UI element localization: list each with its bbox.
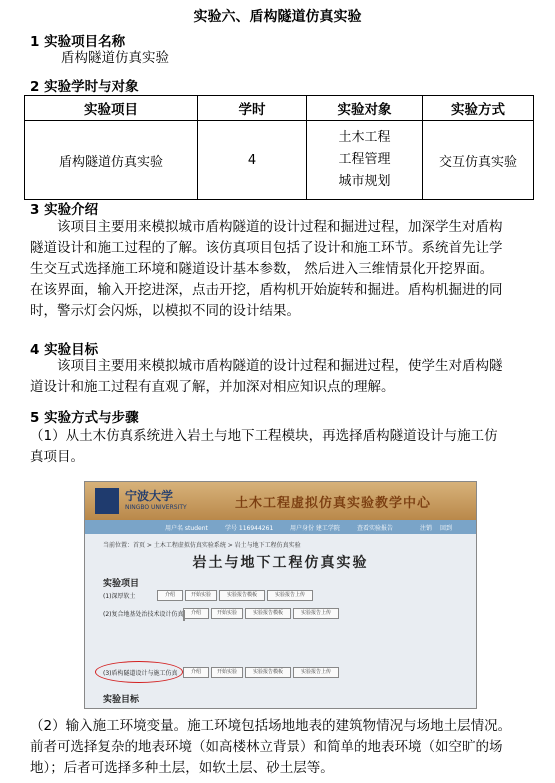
- goal-heading: 实验目标: [103, 695, 140, 705]
- table-cell-mode: 交互仿真实验: [423, 121, 534, 200]
- object-item: 城市规划: [338, 174, 391, 189]
- paragraph-line: 地）；后者可选择多种土层，如软土层、砂土层等。: [30, 760, 334, 776]
- paragraph-line: 时，警示灯会闪烁，以模拟不同的设计结果。: [30, 303, 300, 319]
- course-table: [24, 95, 534, 200]
- user-id: 学号 116944261: [225, 525, 274, 532]
- center-banner: 土木工程虚拟仿真实验教学中心: [235, 496, 432, 511]
- intro-button[interactable]: 介绍: [157, 590, 183, 601]
- table-cell-hours: 4: [198, 121, 307, 200]
- object-item: 工程管理: [338, 152, 391, 167]
- projects-heading: 实验项目: [103, 579, 140, 589]
- screenshot-body: [85, 534, 476, 708]
- paragraph-line: 该项目主要用来模拟城市盾构隧道的设计过程和掘进过程，加深学生对盾构: [57, 219, 503, 235]
- user-name: 用户名 student: [165, 525, 208, 532]
- paragraph-line: （1）从土木仿真系统进入岩土与地下工程模块，再选择盾构隧道设计与施工仿: [30, 428, 498, 444]
- section-3-body: [30, 217, 503, 322]
- user-bar: [85, 520, 476, 534]
- step-2: [30, 716, 511, 779]
- table-cell-project: 盾构隧道仿真实验: [25, 121, 198, 200]
- table-header: 实验项目: [25, 96, 198, 121]
- paragraph-line: 该项目主要用来模拟城市盾构隧道的设计过程和掘进过程，使学生对盾构隧: [57, 358, 503, 374]
- start-button[interactable]: 开始实验: [185, 590, 217, 601]
- section-4-body: [30, 356, 503, 398]
- report-upload-button[interactable]: 实验报告上传: [293, 667, 339, 678]
- logout-link[interactable]: 注销: [420, 525, 433, 532]
- step-1: [30, 426, 498, 468]
- report-template-button[interactable]: 实验报告模板: [219, 590, 265, 601]
- paragraph-line: （2）输入施工环境变量。施工环境包括场地地表的建筑物情况与场地土层情况。: [30, 718, 512, 734]
- user-identity: 用户身份 建工学院: [290, 525, 340, 532]
- object-item: 土木工程: [338, 130, 391, 145]
- paragraph-line: 隧道设计和施工过程的了解。该仿真项目包括了设计和施工环节。系统首先让学: [30, 240, 503, 256]
- intro-button[interactable]: 介绍: [183, 608, 209, 619]
- breadcrumb: 当前位置：首页 > 土木工程虚拟仿真实验系统 > 岩土与地下工程仿真实验: [103, 542, 301, 549]
- table-header: 实验方式: [423, 96, 534, 121]
- table-row: [25, 121, 534, 200]
- section-4-heading: 4 实验目标: [30, 342, 99, 358]
- section-1-heading: 1 实验项目名称: [30, 34, 126, 50]
- page-title: 实验六、盾构隧道仿真实验: [193, 9, 362, 25]
- intro-button[interactable]: 介绍: [183, 667, 209, 678]
- project-item-1[interactable]: (1)深厚软土: [103, 593, 136, 600]
- section-5-heading: 5 实验方式与步骤: [30, 410, 139, 426]
- table-header: 学时: [198, 96, 307, 121]
- paragraph-line: 真项目。: [30, 449, 84, 465]
- start-button[interactable]: 开始实验: [211, 667, 243, 678]
- table-cell-objects: [307, 121, 423, 200]
- section-3-heading: 3 实验介绍: [30, 202, 99, 218]
- university-logo-text: 宁波大学: [125, 489, 174, 503]
- table-header-row: [25, 96, 534, 121]
- report-upload-button[interactable]: 实验报告上传: [267, 590, 313, 601]
- report-upload-button[interactable]: 实验报告上传: [293, 608, 339, 619]
- paragraph-line: 生交互式选择施工环境和隧道设计基本参数， 然后进入三维情景化开挖界面。: [30, 261, 494, 277]
- paragraph-line: 前者可选择复杂的地表环境（如高楼林立背景）和简单的地表环境（如空旷的场: [30, 739, 503, 755]
- university-logo-subtext: NINGBO UNIVERSITY: [125, 504, 187, 511]
- paragraph-line: 在该界面，输入开挖进深，点击开挖，盾构机开始旋转和掘进。盾构机掘进的同: [30, 282, 503, 298]
- project-item-2[interactable]: (2)复合地基处治技术设计仿真: [103, 611, 184, 618]
- module-title: 岩土与地下工程仿真实验: [192, 555, 369, 571]
- start-button[interactable]: 开始实验: [211, 608, 243, 619]
- back-link[interactable]: 回到: [440, 525, 453, 532]
- university-logo-icon: [95, 488, 119, 514]
- report-template-button[interactable]: 实验报告模板: [245, 608, 291, 619]
- section-2-heading: 2 实验学时与对象: [30, 79, 139, 95]
- report-template-button[interactable]: 实验报告模板: [245, 667, 291, 678]
- section-1-body: 盾构隧道仿真实验: [61, 50, 169, 66]
- paragraph-line: 道设计和施工过程有直观了解，并加深对相应知识点的理解。: [30, 379, 395, 395]
- project-item-3[interactable]: (3)盾构隧道设计与施工仿真: [103, 670, 178, 677]
- view-report-link[interactable]: 查看实验报告: [357, 525, 394, 532]
- screenshot-header: [85, 482, 476, 520]
- system-screenshot: [84, 481, 477, 709]
- table-header: 实验对象: [307, 96, 423, 121]
